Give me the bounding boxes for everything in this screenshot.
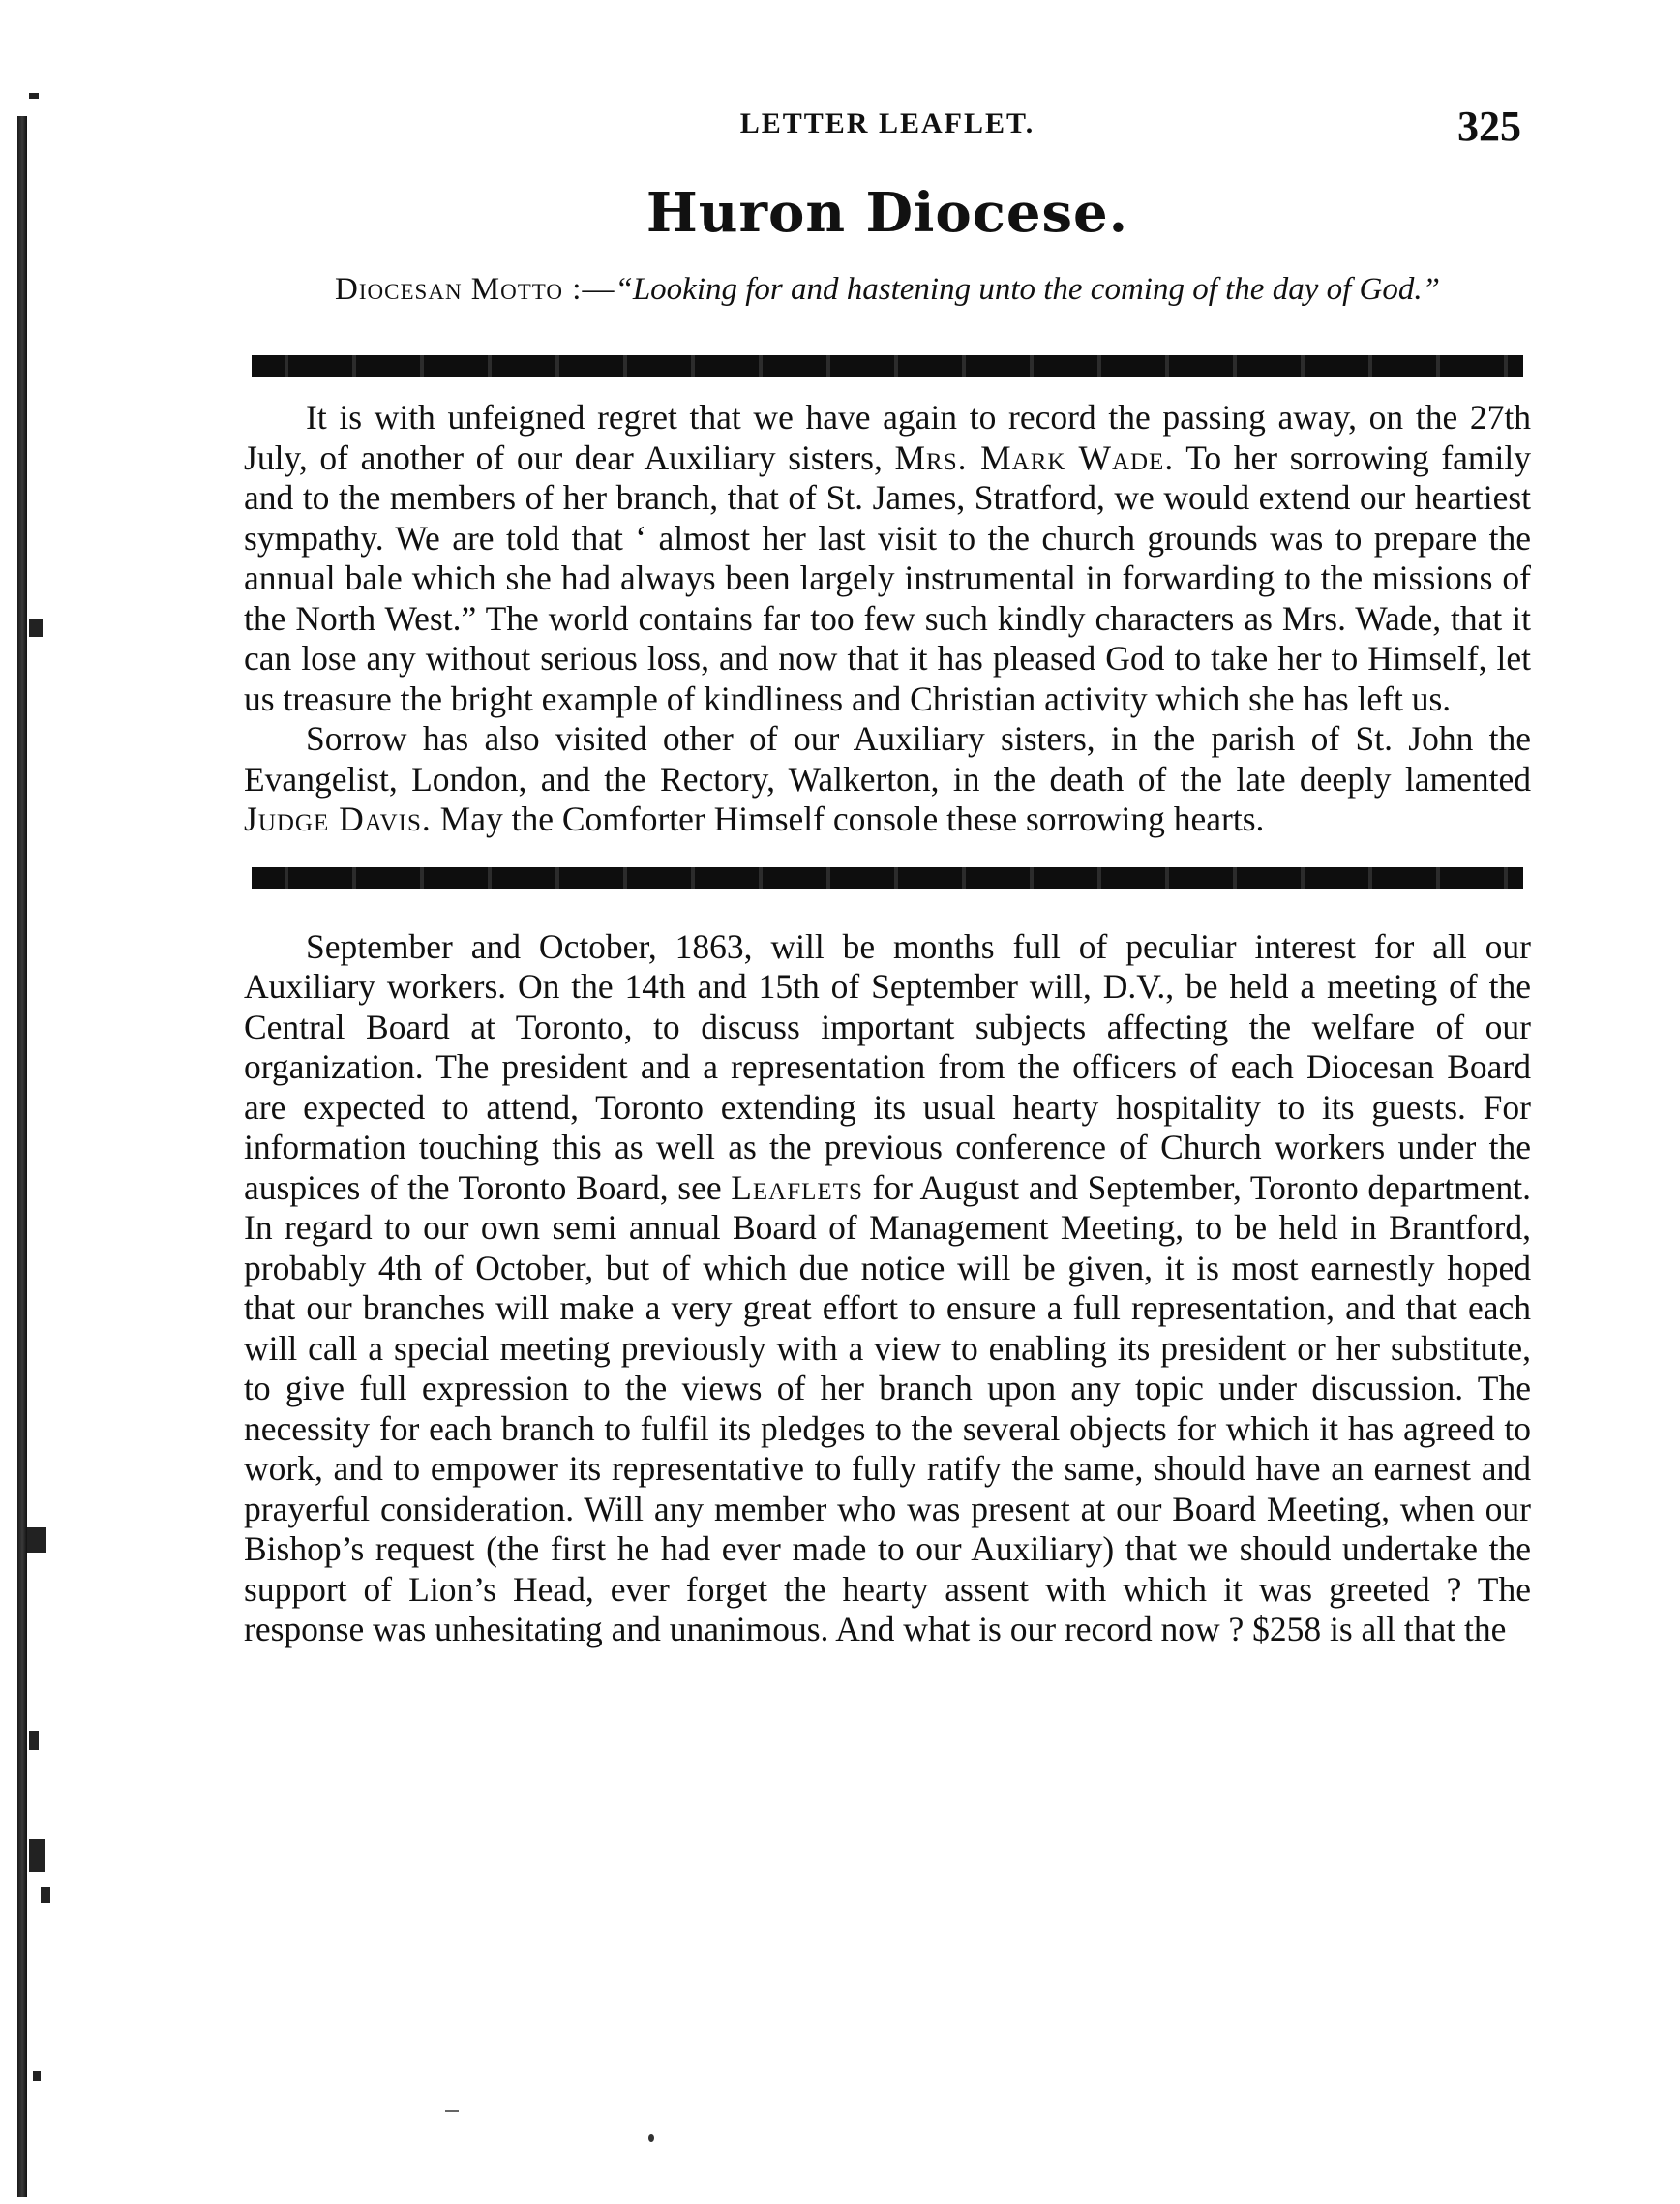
- paragraph-board-meetings: [244, 927, 1531, 1650]
- scan-mark: [445, 2110, 459, 2112]
- section-divider: [252, 355, 1523, 377]
- paragraph-text: To her sorrowing family and to the members of her branch, that of St. James, Stratford, we would extend our heartiest sympathy. We are told that ‘ almost her last visit to the church grounds was to prepare the annual bale which she had always been largely instrumental in forwarding to the missions of the North West.” The world contains far too few such kindly characters as Mrs. Wade, that it can lose any without serious loss, and now that it has pleased God to take her to Himself, let us treasure the bright example of kindliness and Christian activity which she has left us.: [244, 438, 1531, 718]
- diocesan-motto: [244, 270, 1531, 309]
- page: [244, 102, 1531, 1650]
- paragraph-text: for August and September, Toronto department. In regard to our own semi annual Board of Management Meeting, to be held in Brantford, probably 4th of October, but of which due notice will be given, it is most earnestly hoped that our branches will make a very great effort to ensure a full representation, and that each will call a special meeting previously with a view to enabling its president or her substitute, to give full expression to the views of her branch upon any topic under discussion. The necessity for each branch to fulfil its pledges to the several objects for which it has agreed to work, and to empower its representative to fully ratify the same, should have an earnest and prayerful consideration. Will any member who was present at our Board Meeting, when our Bishop’s request (the first he had ever made to our Auxiliary) that we should undertake the support of Lion’s Head, ever forget the hearty assent with which it was greeted ? The response was unhesitating and unanimous. And what is our record now ? $258 is all that the: [244, 1167, 1531, 1648]
- leaflets-reference: Leaflets: [731, 1167, 863, 1207]
- section-divider: [252, 867, 1523, 889]
- binding-speck: [29, 619, 43, 637]
- paragraph-obituary-davis: [244, 719, 1531, 840]
- paragraph-text: Sorrow has also visited other of our Auxiliary sisters, in the parish of St. John the Evangelist, London, and the Rectory, Walkerton, in the death of the late deeply lamented: [244, 719, 1531, 799]
- page-header: [244, 102, 1531, 160]
- paragraph-text: September and October, 1863, will be months full of peculiar interest for all our Auxiliary workers. On the 14th and 15th of September will, D.V., be held a meeting of the Central Board at Toronto, to discuss important subjects affecting the welfare of our organization. The president and a representation from the officers of each Diocesan Board are expected to attend, Toronto extending its usual hearty hospitality to its guests. For information touching this as well as the previous conference of Church workers under the auspices of the Toronto Board, see: [244, 926, 1531, 1207]
- binding-speck: [41, 1887, 50, 1903]
- scan-mark: [648, 2134, 654, 2142]
- scan-binding-edge: [0, 0, 60, 2204]
- binding-speck: [29, 1731, 39, 1750]
- paragraph-obituary-wade: [244, 398, 1531, 719]
- paragraph-text: It is with unfeigned regret that we have again to record the passing away, on the 27th July, of another of our dear Auxiliary sisters,: [244, 398, 1531, 477]
- person-name: Judge Davis.: [244, 800, 432, 838]
- motto-text: “Looking for and hastening unto the coming of the day of God.”: [615, 272, 1440, 307]
- person-name: Mrs. Mark Wade.: [894, 438, 1175, 477]
- binding-shadow: [17, 116, 27, 2197]
- binding-speck: [27, 1527, 46, 1553]
- binding-speck: [29, 93, 39, 99]
- page-number: 325: [1457, 103, 1521, 150]
- section-title: Huron Diocese.: [645, 181, 1129, 245]
- running-head: LETTER LEAFLET.: [739, 107, 1035, 139]
- paragraph-text: May the Comforter Himself console these sorrowing hearts.: [431, 800, 1265, 838]
- binding-speck: [33, 2071, 41, 2081]
- motto-label: Diocesan Motto :—: [335, 272, 615, 307]
- binding-speck: [29, 1839, 45, 1872]
